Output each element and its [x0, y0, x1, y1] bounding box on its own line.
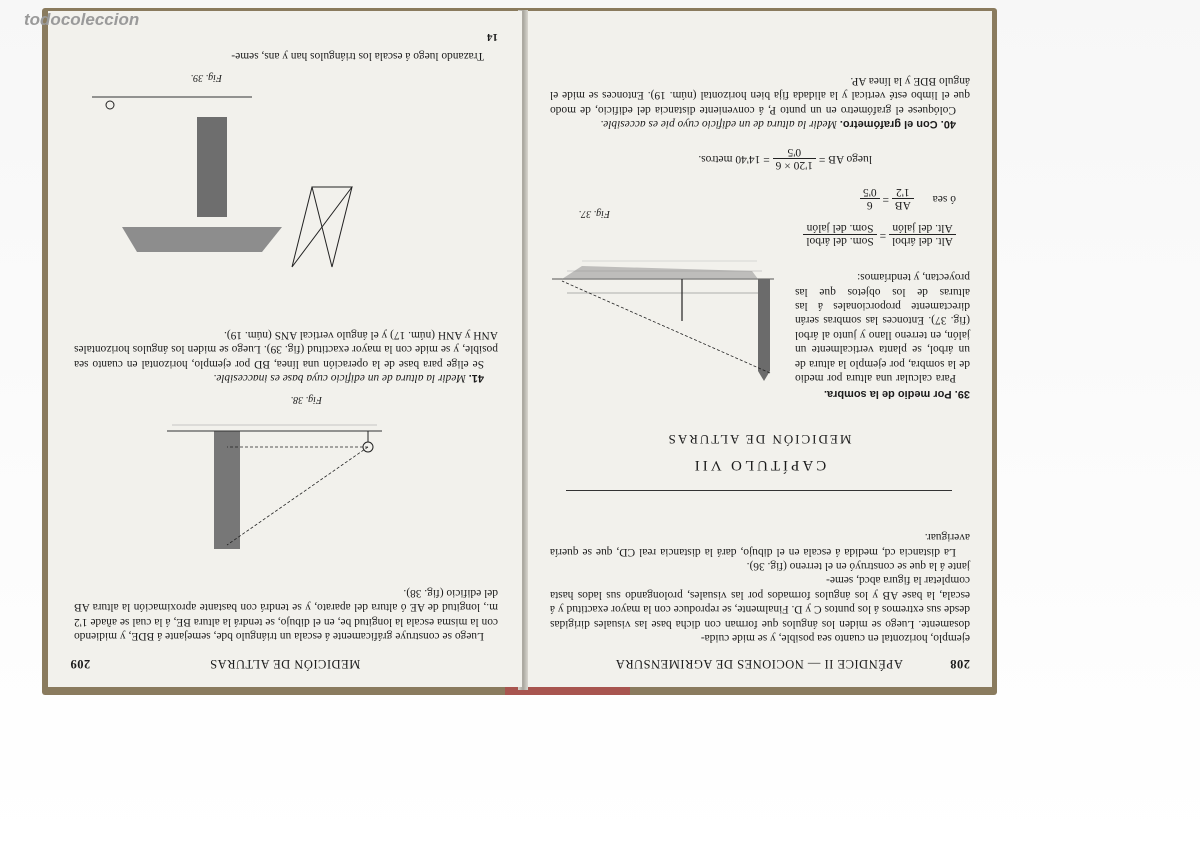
fig-39-illustration: [82, 87, 372, 287]
formula-prefix: luego AB =: [818, 152, 872, 165]
chapter-rule: [566, 490, 952, 491]
running-head-title: MEDICIÓN DE ALTURAS: [209, 657, 361, 671]
denominator: 0'5: [863, 186, 877, 198]
figure-background: [547, 226, 782, 391]
paragraph: ejemplo, horizontal en cuanto sea posible, y se mide cuida-: [700, 632, 970, 644]
chapter-heading: [526, 411, 992, 491]
fig-38-illustration: [162, 409, 392, 559]
continuation-text: [550, 530, 970, 645]
paragraph: Para calcular una altura por medio de la sombra, por ejemplo la altura de un árbol, se planta verticalmente un jalón, en terreno llano y junto al árbol (fig. 37). Entonces las sombras serán directamente proporcionales á las alturas de los objetos que las proyectan, y tendríamos:: [795, 271, 970, 384]
running-header: [548, 653, 970, 671]
fraction: [860, 186, 880, 211]
section-41: [74, 327, 498, 385]
fig-37-illustration: [547, 226, 782, 391]
paragraph: Trazando luego á escala los triángulos han y ans, seme-: [231, 50, 484, 62]
formula-prefix: ó sea: [932, 192, 956, 205]
section-title: 40. Con el grafómetro.: [839, 118, 956, 130]
fraction: [773, 146, 816, 171]
signature-mark: 14: [487, 31, 498, 43]
denominator: Alt. del jalón: [892, 222, 953, 234]
tower-column: [197, 117, 227, 217]
numerator: Alt. del árbol: [889, 234, 956, 247]
fraction: [803, 222, 876, 247]
running-header: [70, 653, 500, 671]
numerator: Som. del árbol: [803, 234, 876, 247]
numerator: 1'20 × 6: [773, 158, 816, 171]
denominator: Som. del jalón: [806, 222, 874, 234]
formula-proportion: Alt. del árbol Alt. del jalón = Som. del árbol Som. del jalón: [803, 222, 956, 247]
figure-caption: Fig. 37.: [578, 208, 610, 219]
section-subtitle: Medir la altura de un edificio cuyo pie es accesible.: [600, 118, 837, 130]
figure-caption: Fig. 39.: [190, 72, 222, 83]
paragraph: Luego se construye gráficamente á escala un triángulo bde, semejante á BDE, y midiendo con la misma escala la longitud be, en el dibujo, se tendrá la altura BE, á la cual se añade 1'2 m., longitud de AE ó altura del aparato, y se tendrá con bastante aproximación la altura AB del edificio (fig. 38).: [74, 586, 498, 642]
section-subtitle: Medir la altura de un edificio cuya base es inaccesible.: [213, 372, 466, 384]
denominator: 0'5: [787, 146, 802, 158]
formula-result: [698, 146, 872, 171]
paragraph: Se elige para base de la operación una línea, BD por ejemplo, horizontal en cuanto sea posible, y se mide con la mayor exactitud (fig. 39). Luego se miden los ángulos horizontales ANH y ANH (núm. 17) y el ángulo vertical ANS (núm. 19).: [74, 328, 498, 370]
page-209: [48, 11, 522, 687]
chapter-subtitle: MEDICIÓN DE ALTURAS: [666, 432, 852, 447]
watermark-logo: todocoleccion: [24, 10, 140, 29]
closing-paragraph: [74, 49, 498, 63]
tree-shape: [758, 279, 770, 381]
foliage-mass: [122, 227, 282, 252]
section-40: [550, 73, 970, 131]
paragraph: Colóquese el grafómetro en un punto P, á conveniente distancia del edificio, de modo que el limbo esté vertical y la alidada fija bien horizontal (núm. 19). Entonces se mide el ángulo BDE y la línea AP.: [550, 74, 970, 116]
formula-substitution: ó sea AB 1'2 = 6 0'5: [860, 186, 956, 211]
building-tower: [214, 431, 240, 549]
chapter-title: CAPÍTULO VII: [691, 457, 827, 473]
paragraph: jante á la que se construyó en el terreno (fig. 36).: [746, 559, 970, 572]
running-head-title: APÉNDICE II — NOCIONES DE AGRIMENSURA: [615, 657, 903, 671]
numerator: 6: [860, 198, 880, 211]
section-title: 39. Por medio de la sombra.: [823, 388, 970, 400]
figure-caption: Fig. 38.: [290, 394, 322, 405]
denominator: 1'2: [896, 186, 910, 198]
page-number: 209: [70, 657, 91, 671]
paragraph: La distancia cd, medida á escala en el dibujo, dará la distancia real CD, que se quería averiguar.: [550, 531, 970, 558]
section-39-text: [795, 270, 970, 385]
formula-result-value: = 14'40 metros.: [698, 152, 770, 165]
page-number: 208: [949, 657, 970, 671]
page-208: [526, 11, 992, 687]
paragraph-block: [74, 585, 498, 643]
numerator: AB: [892, 198, 914, 211]
section-title: 41.: [468, 372, 484, 384]
fraction: [889, 222, 956, 247]
paragraph: dosamente. Luego se miden los ángulos que forman con dicha base las visuales dirigidas desde sus extremos á los puntos C y D. Finalmente, se reproduce con la mayor exactitud y á escala, la base AB y los ángulos formados por las visuales, prolongando sus lados hasta completar la figura abcd, seme-: [550, 574, 970, 630]
fraction: [892, 186, 914, 211]
